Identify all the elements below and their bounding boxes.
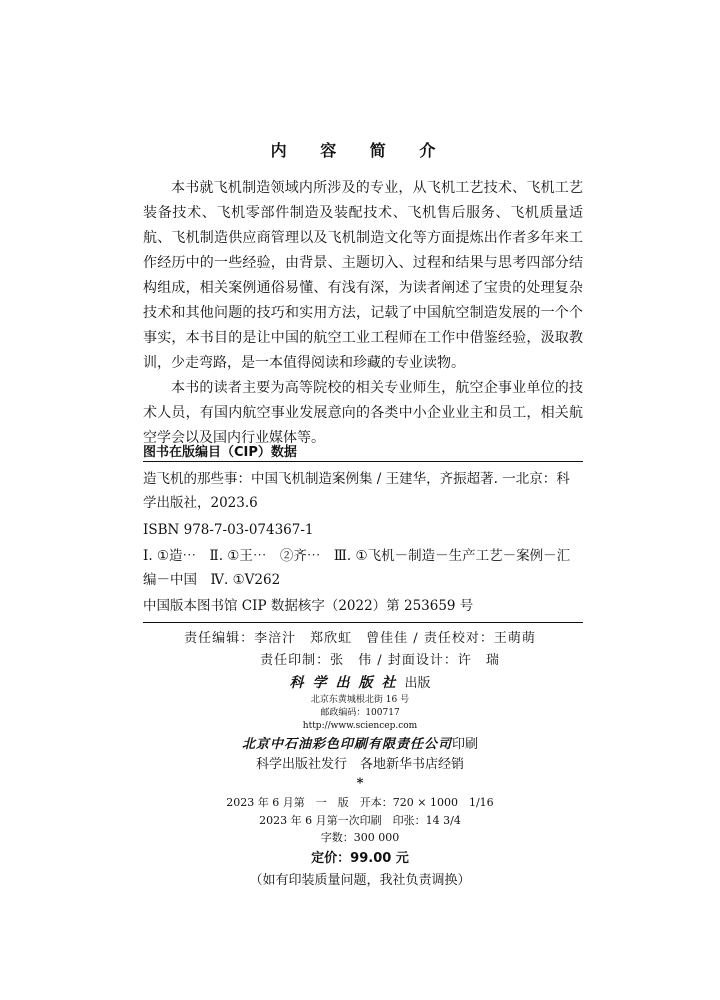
cip-heading: 图书在版编目（CIP）数据 [143,445,297,460]
printer-logo: 北京中石油彩色印刷有限责任公司 [241,737,452,752]
printing-run-line: 2023 年 6 月第一次印刷 印张：14 3/4 [259,814,461,827]
publisher-suffix: 出版 [404,676,431,691]
word-count-line: 字数：300 000 [320,831,400,844]
publisher-line [0,672,720,692]
cip-isbn: ISBN 978-7-03-074367-1 [143,522,314,538]
synopsis [143,176,583,451]
separator-star: * [356,776,364,791]
publisher-website: http://www.sciencep.com [302,721,418,731]
distribution-line: 科学出版社发行 各地新华书店经销 [255,757,464,772]
divider [143,622,583,623]
editors-line: 责任编辑：李涪汁 郑欣虹 曾佳佳 / 责任校对：王萌萌 [184,631,536,646]
price: 定价：99.00 元 [311,851,409,866]
cip-classification: Ⅰ. ①造⋯ Ⅱ. ①王⋯ ②齐⋯ Ⅲ. ①飞机－制造－生产工艺－案例－汇编－中国 Ⅳ. ①V262 [143,548,571,588]
publisher-postcode: 邮政编码：100717 [320,708,400,718]
cip-book-line: 造飞机的那些事：中国飞机制造案例集 / 王建华，齐振超著. 一北京：科学出版社，2023.6 [143,471,570,511]
quality-note: （如有印装质量问题，我社负责调换） [249,873,471,888]
printer-suffix: 印刷 [452,737,479,752]
printing-line: 责任印制：张 伟 / 封面设计：许 瑞 [260,653,500,668]
synopsis-paragraph: 本书就飞机制造领域内所涉及的专业，从飞机工艺技术、飞机工艺装备技术、飞机零部件制造及装配技术、飞机售后服务、飞机质量适航、飞机制造供应商管理以及飞机制造文化等方面提炼出作者多年来工作经历中的一些经验，由背景、主题切入、过程和结果与思考四部分结构组成，相关案例通俗易懂、有浅有深，为读者阐述了宝贵的处理复杂技术和其他问题的技巧和实用方法，记载了中国航空制造发展的一个个事实，本书目的是让中国的航空工业工程师在工作中借鉴经验，汲取教训，少走弯路，是一本值得阅读和珍藏的专业读物。 [143,180,583,371]
publisher-logo: 科学出版社 [289,675,405,691]
cip-number: 中国版本图书馆 CIP 数据核字（2022）第 253659 号 [143,598,474,614]
page-title: 内 容 简 介 [270,141,450,160]
synopsis-paragraph: 本书的读者主要为高等院校的相关专业师生，航空企事业单位的技术人员，有国内航空事业发展意向的各类中小企业业主和员工，相关航空学会以及国内行业媒体等。 [143,380,583,446]
edition-line: 2023 年 6 月第 一 版 开本：720 × 1000 1/16 [226,796,494,809]
printer-line [0,733,720,752]
divider [143,461,583,462]
publisher-address: 北京东黄城根北街 16 号 [310,695,410,705]
